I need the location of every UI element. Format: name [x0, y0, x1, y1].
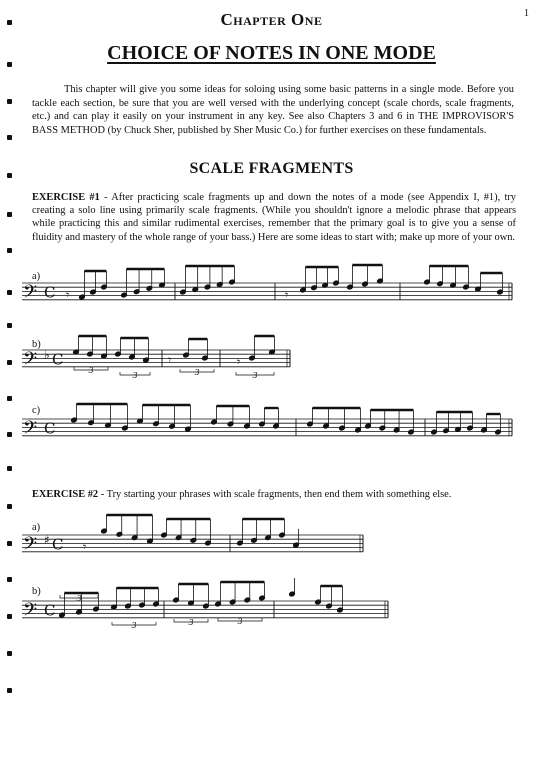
triplet-number: 3: [237, 617, 243, 626]
time-signature: C: [52, 350, 64, 369]
eighth-rest: 𝄾: [285, 288, 289, 302]
bass-clef: 𝄢: [23, 281, 38, 307]
triplet-number: 3: [188, 618, 194, 627]
bass-clef: 𝄢: [23, 599, 38, 625]
time-signature: C: [52, 535, 64, 554]
example-1c-label: c): [32, 405, 41, 416]
exercise-1-body: - After practicing scale fragments up and down the notes of a mode (see Appendix I, #1), try creating a solo line using primarily scale fragments. (While you shouldn't ignore a melodic phrase that appears while practicing this and similar rudimental exercises, remember that the primary goal is to give you a sense of fluidity and mastery of the whole range of your bass.) Here are some ideas to start with; make up more of your own.: [32, 192, 516, 243]
time-signature: C: [44, 283, 56, 302]
triplet-number: 3: [76, 594, 82, 603]
section-heading: SCALE FRAGMENTS: [189, 160, 354, 177]
time-signature: C: [44, 419, 56, 438]
page-title: CHOICE OF NOTES IN ONE MODE: [107, 42, 436, 64]
triplet-number: 3: [194, 368, 200, 377]
eighth-rest: 𝄾: [168, 353, 172, 367]
key-signature: ♭: [44, 348, 50, 363]
exercise-1-label: EXERCISE #1: [32, 192, 100, 203]
example-2b-label: b): [32, 586, 41, 597]
example-1a-label: a): [32, 271, 41, 282]
triplet-number: 3: [131, 621, 137, 630]
example-1b-label: b): [32, 339, 41, 350]
eighth-rest: 𝄾: [237, 355, 241, 369]
triplet-number: 3: [132, 371, 138, 380]
eighth-rest: 𝄾: [66, 288, 70, 302]
bass-clef: 𝄢: [23, 348, 38, 374]
eighth-rest: 𝄾: [83, 540, 87, 554]
example-2a-label: a): [32, 522, 41, 533]
bass-clef: 𝄢: [23, 417, 38, 443]
intro-paragraph: This chapter will give you some ideas for soloing using some basic patterns in a single mode. Before you tackle each section, be sure that you are well versed with the underlying concept (scale chords, scale fragments, etc.) and can play it easily on your instrument in any key. See also Chapters 3 and 6 in THE IMPROVISOR'S BASS METHOD (by Chuck Sher, published by Sher Music Co.) for further exercises on these fundamentals.: [32, 84, 514, 136]
time-signature: C: [44, 601, 56, 620]
exercise-2-body: - Try starting your phrases with scale fragments, then end them with something else.: [98, 489, 452, 500]
triplet-number: 3: [252, 371, 258, 380]
page-number: 1: [524, 8, 529, 19]
triplet-number: 3: [88, 366, 94, 375]
chapter-heading: Chapter One: [220, 10, 323, 29]
key-signature: ♯: [44, 533, 50, 548]
exercise-2-label: EXERCISE #2: [32, 489, 99, 500]
bass-clef: 𝄢: [23, 533, 38, 559]
